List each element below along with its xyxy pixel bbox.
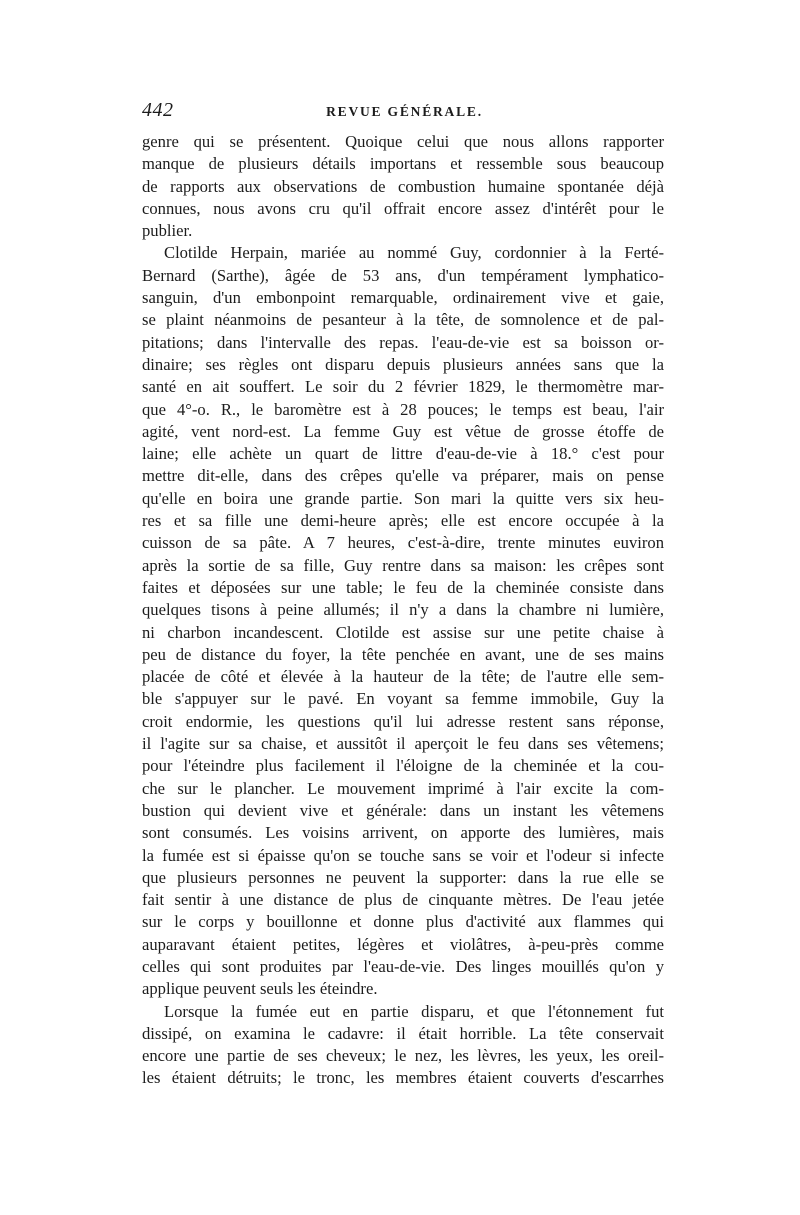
text-line: res et sa fille une demi-heure après; elle est encore occupée à la [142,511,664,531]
text-line: quelques tisons à peine allumés; il n'y a dans la chambre ni lumière, [142,600,664,620]
text-line: bustion qui devient vive et générale: dans un instant les vêtemens [142,800,664,820]
text-line: que plusieurs personnes ne peuvent la supporter: dans la rue elle se [142,867,664,887]
text-line: sont consumés. Les voisins arrivent, on apporte des lumières, mais [142,823,664,843]
running-head: REVUE GÉNÉRALE. [326,104,483,119]
text-line: peu de distance du foyer, la tête penchée en avant, une de ses mains [142,644,664,664]
text-line: Bernard (Sarthe), âgée de 53 ans, d'un tempérament lymphatico- [142,265,664,285]
text-line: laine; elle achète un quart de littre d'eau-de-vie à 18.° c'est pour [142,444,664,464]
text-line: se plaint néanmoins de pesanteur à la tête, de somnolence et de pal- [142,310,664,330]
text-line: Lorsque la fumée eut en partie disparu, et que l'étonnement fut [164,1001,664,1021]
text-line: encore une partie de ses cheveux; le nez, les lèvres, les yeux, les oreil- [142,1046,664,1066]
text-line: fait sentir à une distance de plus de cinquante mètres. De l'eau jetée [142,890,664,910]
text-line: les étaient détruits; le tronc, les membres étaient couverts d'escarrhes [142,1068,664,1088]
text-line: manque de plusieurs détails importans et ressemble sous beaucoup [142,154,664,174]
text-line: croit endormie, les questions qu'il lui adresse restent sans réponse, [142,711,664,731]
text-line: faites et déposées sur une table; le feu de la cheminée consiste dans [142,577,664,597]
text-line: santé en ait souffert. Le soir du 2 février 1829, le thermomètre mar- [142,377,664,397]
text-line: che sur le plancher. Le mouvement imprimé à l'air excite la com- [142,778,664,798]
text-line: auparavant étaient petites, légères et violâtres, à-peu-près comme [142,934,664,954]
text-line: la fumée est si épaisse qu'on se touche sans se voir et l'odeur si infecte [142,845,664,865]
text-line: mettre dit-elle, dans des crêpes qu'elle va préparer, mais on pense [142,466,664,486]
text-line: connues, nous avons cru qu'il offrait encore assez d'intérêt pour le [142,198,664,218]
text-line: dinaire; ses règles ont disparu depuis plusieurs années sans que la [142,354,664,374]
text-line: celles qui sont produites par l'eau-de-vie. Des linges mouillés qu'on y [142,956,664,976]
text-line: après la sortie de sa fille, Guy rentre dans sa maison: les crêpes sont [142,555,664,575]
text-line: agité, vent nord-est. La femme Guy est vêtue de grosse étoffe de [142,421,664,441]
text-line: pour l'éteindre plus facilement il l'éloigne de la cheminée et la cou- [142,756,664,776]
text-line: Clotilde Herpain, mariée au nommé Guy, cordonnier à la Ferté- [164,243,664,263]
text-line: qu'elle en boira une grande partie. Son mari la quitte vers six heu- [142,488,664,508]
text-line: applique peuvent seuls les éteindre. [142,979,378,999]
text-line: ni charbon incandescent. Clotilde est assise sur une petite chaise à [142,622,664,642]
text-line: sur le corps y bouillonne et donne plus d'activité aux flammes qui [142,912,664,932]
text-line: dissipé, on examina le cadavre: il était horrible. La tête conservait [142,1023,664,1043]
text-line: pitations; dans l'intervalle des repas. l'eau-de-vie est sa boisson or- [142,332,664,352]
page-number: 442 [142,99,174,121]
page-header [142,99,667,125]
text-line: cuisson de sa pâte. A 7 heures, c'est-à-dire, trente minutes euviron [142,533,664,553]
text-line: placée de côté et élevée à la hauteur de la tête; de l'autre elle sem- [142,667,664,687]
body-text [142,131,664,1090]
text-line: sanguin, d'un embonpoint remarquable, ordinairement vive et gaie, [142,288,664,308]
text-line: il l'agite sur sa chaise, et aussitôt il aperçoit le feu dans ses vêtemens; [142,734,664,754]
text-line: que 4°-o. R., le baromètre est à 28 pouces; le temps est beau, l'air [142,399,664,419]
text-line: genre qui se présentent. Quoique celui que nous allons rapporter [142,132,664,151]
text-line: de rapports aux observations de combustion humaine spontanée déjà [142,176,664,196]
text-line: publier. [142,221,193,241]
text-line: ble s'appuyer sur le pavé. En voyant sa femme immobile, Guy la [142,689,664,709]
